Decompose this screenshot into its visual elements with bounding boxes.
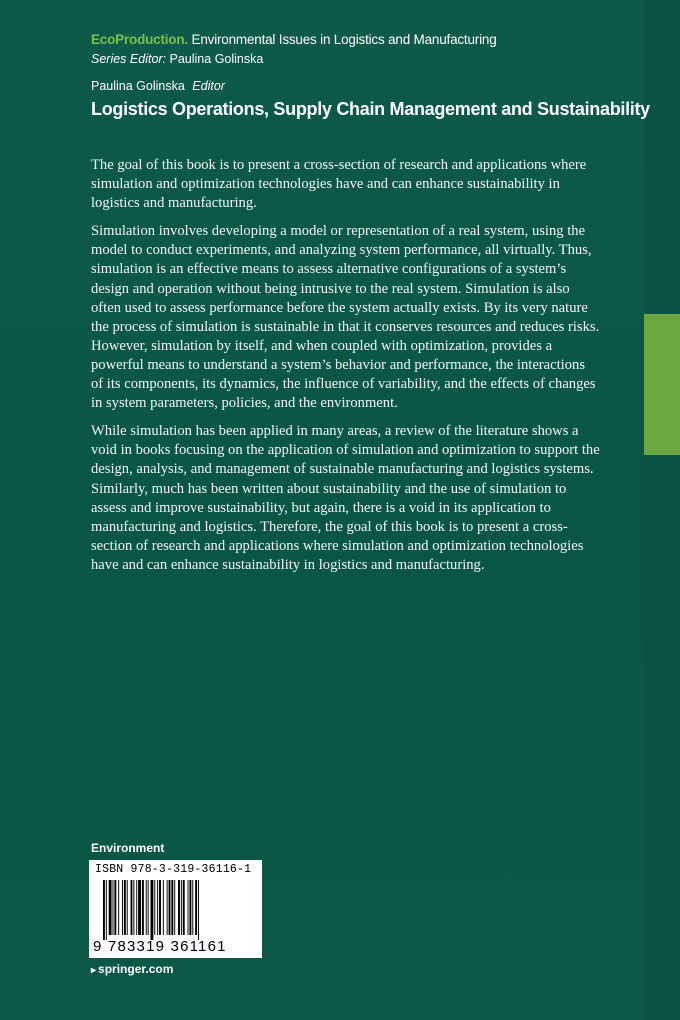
barcode-bar [151, 880, 154, 940]
barcode-bar [122, 880, 123, 935]
barcode-bar [159, 880, 161, 935]
barcode-bar [188, 880, 189, 935]
series-editor-label: Series Editor: [91, 52, 167, 66]
series-brand: EcoProduction. [91, 32, 188, 47]
spine-edge [644, 0, 680, 1020]
isbn-digits: 9 783319 361161 [93, 938, 227, 955]
barcode-bar [131, 880, 133, 935]
barcode-bar [171, 880, 173, 935]
barcode-bar [138, 880, 141, 935]
barcode-bar [192, 880, 193, 935]
barcode-bar [195, 880, 197, 935]
barcode [89, 860, 262, 958]
barcode-bar [109, 880, 112, 935]
barcode-bars [103, 880, 253, 940]
publisher-link[interactable] [91, 962, 173, 976]
book-editor-name: Paulina Golinska [91, 79, 185, 93]
barcode-bar [183, 880, 185, 935]
barcode-bar [124, 880, 126, 935]
barcode-bar [118, 880, 119, 935]
barcode-bar [142, 880, 144, 935]
barcode-bar [163, 880, 164, 935]
blurb [91, 156, 600, 584]
barcode-bar [146, 880, 147, 935]
book-title: Logistics Operations, Supply Chain Management and Sustainability [91, 99, 650, 119]
subject-label: Environment [91, 841, 165, 855]
barcode-bar [136, 880, 137, 935]
book-editor [91, 79, 225, 93]
barcode-bar [103, 880, 105, 940]
barcode-bar [148, 880, 149, 935]
barcode-bar [106, 880, 107, 940]
color-tab [644, 314, 680, 455]
series-editor-name: Paulina Golinska [169, 52, 264, 66]
blurb-paragraph: Simulation involves developing a model or representation of a real system, using the model to conduct experiments, and analyzing system performance, all virtually. Thus, simulation is an effective means to assess alternative configurations of a system’s design and operation without being intrusive to the real system. Simulation is also often used to assess performance before the system actually exists. By its very nature the process of simulation is sustainable in that it conserves resources and reduces risks. However, simulation by itself, and when coupled with optimization, provides a powerful means to understand a system’s behavior and performance, the interactions of its components, its dynamics, the influence of variability, and the effects of changes in system parameters, policies, and the environment. [91, 223, 600, 412]
series-editor [91, 52, 263, 66]
barcode-bar [169, 880, 171, 935]
barcode-bar [181, 880, 182, 935]
barcode-bar [174, 880, 175, 935]
barcode-bar [113, 880, 114, 935]
barcode-bar [127, 880, 128, 935]
barcode-bar [167, 880, 168, 935]
barcode-bar [154, 880, 155, 935]
book-editor-role: Editor [192, 79, 225, 93]
barcode-bar [133, 880, 134, 935]
blurb-paragraph: The goal of this book is to present a cross-section of research and applications where simulation and optimization technologies have and can enhance sustainability in logistics and manufacturing. [91, 157, 587, 212]
publisher-link-text: springer.com [98, 962, 174, 976]
barcode-bar [189, 880, 191, 935]
isbn-label: ISBN 978-3-319-36116-1 [95, 863, 252, 876]
barcode-bar [114, 880, 116, 935]
barcode-bar [198, 880, 199, 940]
blurb-paragraph: While simulation has been applied in many areas, a review of the literature shows a void in books focusing on the application of simulation and optimization to support the design, analysis, and management of sustainable manufacturing and logistics systems. Similarly, much has been written about sustainability and the use of simulation to assess and improve sustainability, but again, there is a void in its application to manufacturing and logistics. Therefore, the goal of this book is to present a cross-section of research and applications where simulation and optimization technologies have and can enhance sustainability in logistics and manufacturing. [91, 423, 600, 573]
series-heading [91, 32, 631, 47]
arrow-icon: ▸ [91, 965, 97, 976]
series-title: Environmental Issues in Logistics and Manufacturing [191, 32, 497, 47]
barcode-bar [157, 880, 158, 935]
barcode-bar [178, 880, 180, 935]
